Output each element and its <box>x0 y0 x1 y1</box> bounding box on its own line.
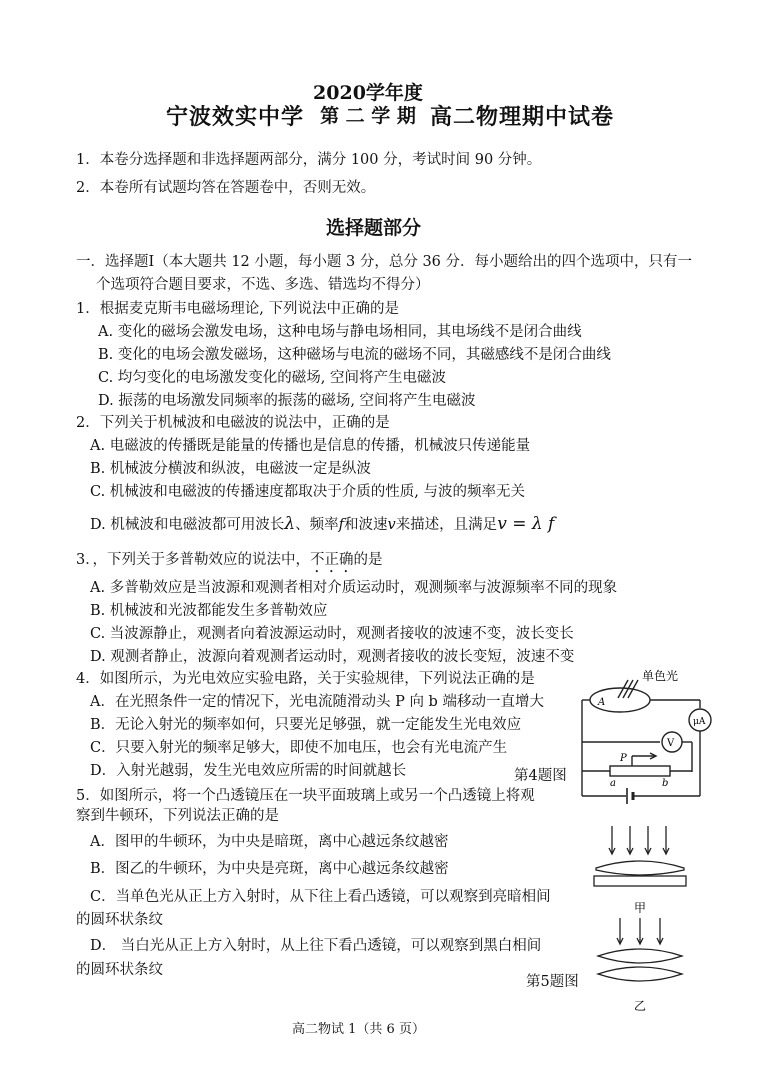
q2-option-d: D. 机械波和电磁波都可用波长λ、频率f和波速v来描述，且满足v = λ f <box>90 514 555 534</box>
q2-option-a: A. 电磁波的传播既是能量的传播也是信息的传播，机械波只传递能量 <box>90 438 531 454</box>
q5-option-b: B．图乙的牛顿环，为中央是亮斑，离中心越远条纹越密 <box>90 861 449 877</box>
flat-glass-plate <box>594 876 686 886</box>
q1-stem: 1．根据麦克斯韦电磁场理论, 下列说法中正确的是 <box>76 301 399 317</box>
q1-option-c: C. 均匀变化的电场激发变化的磁场, 空间将产生电磁波 <box>98 370 447 386</box>
q5-option-d-cont: 的圆环状条纹 <box>76 962 163 978</box>
q3-option-b: B. 机械波和光波都能发生多普勒效应 <box>90 603 328 619</box>
f-symbol: f <box>338 517 344 533</box>
term-stack <box>308 82 428 128</box>
q2-option-c: C. 机械波和电磁波的传播速度都取决于介质的性质, 与波的频率无关 <box>90 484 526 500</box>
note-1: 1．本卷分选择题和非选择题两部分，满分 100 分，考试时间 90 分钟。 <box>76 152 542 168</box>
q2-option-b: B. 机械波分横波和纵波，电磁波一定是纵波 <box>90 461 371 477</box>
q3-stem: 3．，下列关于多普勒效应的说法中，不正确的是 <box>76 552 383 568</box>
school-name: 宁波效实中学 <box>166 104 305 130</box>
label-yi: 乙 <box>634 999 647 1013</box>
semester: 第 二 学 期 <box>320 105 416 127</box>
q5-option-c: C．当单色光从正上方入射时，从下往上看凸透镜，可以观察到亮暗相间 <box>90 889 551 905</box>
convex-lens-jia <box>596 861 684 875</box>
label-v: V <box>667 738 675 749</box>
label-ua: μA <box>693 717 706 727</box>
q4-stem: 4．如图所示，为光电效应实验电路，关于实验规律，下列说法正确的是 <box>76 671 535 687</box>
q5-stem-line-2: 察到牛顿环，下列说法正确的是 <box>76 808 279 824</box>
q4-option-d: D．入射光越弱，发生光电效应所需的时间就越长 <box>90 763 407 779</box>
instruction-line-1: 一．选择题Ⅰ（本大题共 12 小题，每小题 3 分，总分 36 分．每小题给出的四个选项中，只有一 <box>76 254 693 270</box>
rheostat <box>610 766 670 776</box>
q5-option-d: D． 当白光从正上方入射时，从上往下看凸透镜，可以观察到黑白相间 <box>90 938 542 954</box>
page-footer: 高二物试 1（共 6 页） <box>292 1022 425 1037</box>
v-symbol: v <box>387 517 396 533</box>
lambda-symbol: λ <box>284 514 296 534</box>
q2-stem: 2．下列关于机械波和电磁波的说法中，正确的是 <box>76 415 390 431</box>
emphasis-not-correct: 不正确 <box>309 552 354 568</box>
label-b: b <box>662 778 669 789</box>
section-title: 选择题部分 <box>326 217 422 239</box>
q4-option-b: B．无论入射光的频率如何，只要光足够强，就一定能发生光电效应 <box>90 717 522 733</box>
q5-stem-line-1: 5．如图所示，将一个凸透镜压在一块平面玻璃上或另一个凸透镜上将观 <box>76 788 535 804</box>
exam-name: 高二物理期中试卷 <box>430 104 615 130</box>
q3-option-a: A. 多普勒效应是当波源和观测者相对介质运动时，观测频率与波源频率不同的现象 <box>90 580 618 596</box>
q4-option-c: C．只要入射光的频率足够大，即使不加电压，也会有光电流产生 <box>90 740 508 756</box>
q1-option-a: A. 变化的磁场会激发电场，这种电场与静电场相同，其电场线不是闭合曲线 <box>98 324 582 340</box>
q3-option-d: D. 观测者静止，波源向着观测者运动时，观测者接收的波长变短，波速不变 <box>90 649 575 665</box>
q3-option-c: C. 当波源静止，观测者向着波源运动时，观测者接收的波速不变，波长变长 <box>90 626 574 642</box>
label-jia: 甲 <box>634 901 647 915</box>
q1-option-b: B. 变化的电场会激发磁场，这种磁场与电流的磁场不同，其磁感线不是闭合曲线 <box>98 347 611 363</box>
exam-title <box>0 80 760 130</box>
newton-ring-figure-yi <box>590 916 690 1016</box>
q5-option-c-cont: 的圆环状条纹 <box>76 912 163 928</box>
convex-lens-top <box>598 949 682 963</box>
q1-option-d: D. 振荡的电场激发同频率的振荡的磁场, 空间将产生电磁波 <box>98 393 476 409</box>
academic-year: 2020学年度 <box>313 82 423 104</box>
q5-option-a: A．图甲的牛顿环，为中央是暗斑，离中心越远条纹越密 <box>90 834 449 850</box>
label-monochromatic: 单色光 <box>642 669 679 683</box>
photoelectric-circuit-figure <box>570 668 720 813</box>
q4-option-a: A．在光照条件一定的情况下，光电流随滑动头 P 向 b 端移动一直增大 <box>90 694 544 710</box>
q4-figure-caption: 第4题图 <box>514 768 567 784</box>
label-p: P <box>620 753 627 764</box>
instruction-line-2: 个选项符合题目要求，不选、多选、错选均不得分） <box>96 277 430 293</box>
wave-formula: v = λ f <box>497 514 555 534</box>
q5-figure-caption: 第5题图 <box>526 974 579 990</box>
label-a: a <box>610 778 616 789</box>
label-tube-a: A <box>598 697 606 708</box>
note-2: 2．本卷所有试题均答在答题卷中，否则无效。 <box>76 180 376 196</box>
convex-lens-bottom <box>598 967 682 981</box>
